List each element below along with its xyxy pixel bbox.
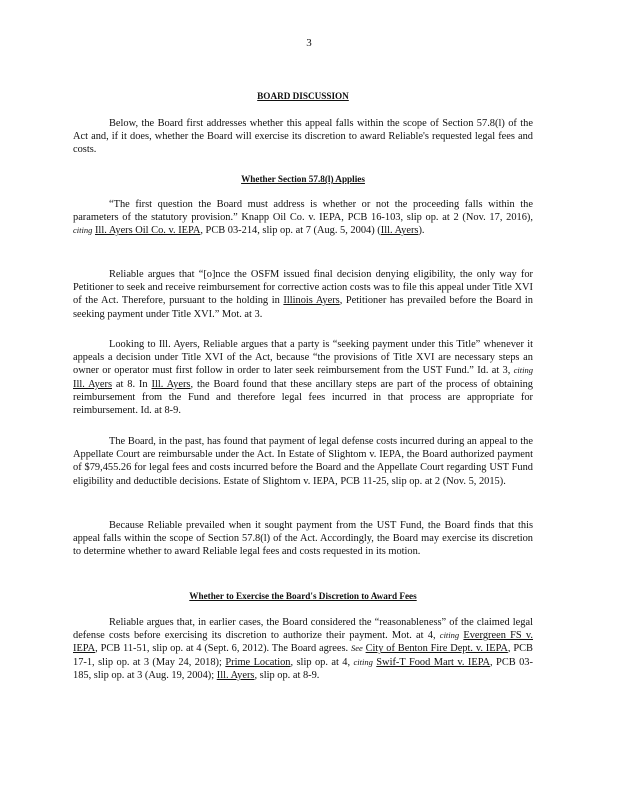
p2-citation-ill-ayers: Ill. Ayers [380, 225, 419, 237]
p7-see: See [350, 643, 363, 654]
p3-text-b: , Petitioner has prevailed before the Board in seeking payment under Title XVI.” Mot. at 3. [73, 295, 533, 320]
heading-applies-text: Whether Section 57.8(l) Applies [241, 174, 365, 184]
paragraph-because-reliable [73, 519, 533, 559]
p7-text-f: , slip op. at 8-9. [254, 669, 320, 681]
paragraph-reliable-argues [73, 268, 533, 321]
p4-citing: citing [513, 365, 533, 376]
p7-citing-1: citing [439, 630, 460, 641]
paragraph-reasonableness [73, 616, 533, 682]
heading-board-discussion-text: BOARD DISCUSSION [257, 91, 349, 101]
p2-citation-ill-ayers-oil: Ill. Ayers Oil Co. v. IEPA [94, 225, 201, 237]
p4-citation-ill-ayers-2: Ill. Ayers [151, 378, 191, 390]
p2-text-a: “The first question the Board must address is whether or not the proceeding falls within the parameters of the statutory provision.” Knapp Oil Co. v. IEPA, PCB 16-103, slip op. at 2 (Nov. 17, 2016), [73, 199, 533, 224]
p7-citation-prime-location: Prime Location [225, 656, 291, 668]
paragraph-because-reliable-text: Because Reliable prevailed when it sought payment from the UST Fund, the Board finds that this appeal falls within the scope of Section 57.8(l) of the Act. Accordingly, the Board may exercise its discretion to determine whether to award Reliable legal fees and costs requested in its motion. [73, 520, 533, 558]
p4-text-c: , the Board found that these ancillary steps are part of the process of obtaining reimbursement from the Fund and therefore legal fees incurred in that process are appropriate for reimbursement. Id. at 8-9. [73, 378, 533, 417]
p7-citation-evergreen: Evergreen FS v. IEPA [73, 630, 534, 655]
p7-citation-ill-ayers: Ill. Ayers [216, 669, 255, 681]
paragraph-looking-to [73, 338, 533, 417]
page-number: 3 [306, 37, 312, 49]
p7-citation-swif-t: Swif-T Food Mart v. IEPA [376, 656, 491, 668]
p2-citing: citing [73, 225, 93, 236]
p4-citation-ill-ayers-1: Ill. Ayers [73, 378, 112, 390]
p7-citation-city-of-benton: City of Benton Fire Dept. v. IEPA [365, 643, 508, 655]
p2-text-b: , PCB 03-214, slip op. at 7 (Aug. 5, 2004) ( [200, 225, 381, 237]
p4-text-b: at 8. In [115, 378, 148, 390]
p7-text-c: , PCB 17-1, slip op. at 3 (May 24, 2018); [73, 643, 533, 668]
heading-exercise-discretion [0, 590, 618, 603]
p7-text-a: Reliable argues that, in earlier cases, the Board considered the “reasonableness” of the claimed legal defense costs before exercising its discretion to authorize their payment. Mot. at 4, [73, 617, 533, 642]
p7-text-b: , PCB 11-51, slip op. at 4 (Sept. 6, 2012). The Board agrees. [95, 643, 349, 655]
paragraph-intro-text: Below, the Board first addresses whether this appeal falls within the scope of Section 57.8(l) of the Act and, if it does, whether the Board will exercise its discretion to award Reliable's requested legal fees and costs. [73, 118, 533, 156]
paragraph-intro [73, 117, 533, 157]
heading-board-discussion [0, 90, 618, 103]
p7-text-d: , slip op. at 4, [290, 656, 351, 668]
p2-text-c: ). [418, 225, 425, 237]
p4-text-a: Looking to Ill. Ayers, Reliable argues that a party is “seeking payment under this Title” whenever it appeals a decision under Title XVI of the Act, because “the provisions of Title XVI are necessary steps an owner or operator must first follow in order to later seek reimbursement from the UST Fund.” Id. at 3, [73, 339, 533, 377]
p7-text-e: , PCB 03-185, slip op. at 3 (Aug. 19, 2004); [73, 656, 533, 681]
paragraph-past-findings [73, 435, 533, 488]
p3-text-a: Reliable argues that “[o]nce the OSFM issued final decision denying eligibility, the only way for Petitioner to seek and receive reimbursement for corrective action costs was to file this appeal under Title XVI of the Act. Therefore, pursuant to the holding in [73, 269, 533, 307]
p3-citation-illinois-ayers: Illinois Ayers [283, 295, 340, 307]
p7-citing-2: citing [353, 656, 373, 667]
heading-applies [0, 173, 618, 186]
heading-exercise-discretion-text: Whether to Exercise the Board's Discretion to Award Fees [189, 591, 417, 601]
paragraph-past-findings-text: The Board, in the past, has found that payment of legal defense costs incurred during an appeal to the Appellate Court are reimbursable under the Act. In Estate of Slightom v. IEPA, the Board authorized payment of $79,455.26 for legal fees and costs incurred before the Board and the Appellate Court regarding UST Fund eligibility and deductible decisions. Estate of Slightom v. IEPA, PCB 11-25, slip op. at 2 (Nov. 5, 2015). [73, 436, 533, 487]
paragraph-first-question [73, 198, 533, 238]
